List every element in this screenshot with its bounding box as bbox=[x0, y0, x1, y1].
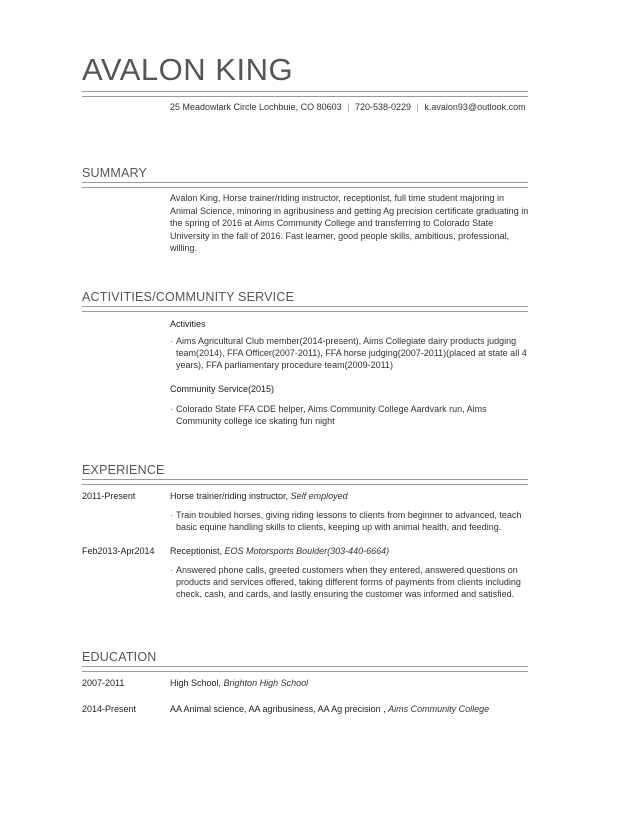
job-role: Horse trainer/riding instructor, bbox=[170, 491, 289, 501]
experience-divider bbox=[82, 479, 528, 485]
bullet-text: Colorado State FFA CDE helper, Aims Community College Aardvark run, Aims Community college ice skating fun night bbox=[176, 404, 487, 426]
bullet-text: Answered phone calls, greeted customers when they entered, answered questions on products and services offered, taking different forms of payments from clients including check, cash, and cards, and lastly ensuring the customer was informed and satisfied. bbox=[176, 565, 521, 599]
job-title bbox=[170, 491, 348, 501]
education-degree: High School, bbox=[170, 678, 222, 688]
job-employer: EOS Motorsports Boulder(303-440-6664) bbox=[224, 546, 390, 556]
job-dates: 2011-Present bbox=[82, 491, 136, 501]
education-dates: 2014-Present bbox=[82, 704, 137, 714]
contact-phone: 720-538-0229 bbox=[354, 102, 412, 112]
activities-bullet bbox=[170, 335, 530, 371]
bullet-icon: · bbox=[170, 336, 173, 346]
education-heading: EDUCATION bbox=[82, 650, 157, 664]
experience-heading: EXPERIENCE bbox=[82, 463, 165, 477]
summary-text: Avalon King, Horse trainer/riding instructor, receptionist, full time student majoring in Animal Science, minoring in agribusiness and getting Ag precision certificate graduating in the spring of 2016 at Aims Community College and transferring to Colorado State University in the fall of 2016. Fast learner, good people skills, ambitious, professional, willing. bbox=[170, 193, 529, 253]
job-role: Receptionist, bbox=[170, 546, 223, 556]
summary-heading: SUMMARY bbox=[82, 166, 148, 180]
bullet-text: Train troubled horses, giving riding lessons to clients from beginner to advanced, teach basic equine handling skills to clients, keeping up with animal health, and feeding. bbox=[176, 510, 522, 532]
education-school: Brighton High School bbox=[223, 678, 309, 688]
bullet-icon: · bbox=[170, 510, 173, 520]
activities-subheading: Activities bbox=[170, 319, 206, 329]
job-title bbox=[170, 546, 389, 556]
resume-name: AVALON KING bbox=[82, 52, 294, 87]
job-dates: Feb2013-Apr2014 bbox=[82, 546, 155, 556]
education-dates: 2007-2011 bbox=[82, 678, 125, 688]
header-divider bbox=[82, 91, 528, 97]
summary-divider bbox=[82, 182, 528, 188]
community-service-subheading: Community Service(2015) bbox=[170, 384, 275, 394]
education-school: Aims Community College bbox=[388, 704, 490, 714]
contact-email[interactable]: k.avalon93@outlook.com bbox=[424, 102, 526, 112]
education-divider bbox=[82, 666, 528, 672]
bullet-icon: · bbox=[170, 565, 173, 575]
bullet-icon: · bbox=[170, 404, 173, 414]
contact-separator: | bbox=[347, 102, 350, 112]
education-entry bbox=[170, 704, 489, 714]
activities-divider bbox=[82, 306, 528, 312]
job-bullet bbox=[170, 564, 530, 600]
activities-heading: ACTIVITIES/COMMUNITY SERVICE bbox=[82, 290, 295, 304]
contact-line bbox=[170, 102, 526, 112]
contact-separator: | bbox=[416, 102, 419, 112]
contact-address: 25 Meadowlark Circle Lochbuie, CO 80603 bbox=[170, 102, 342, 112]
job-employer: Self employed bbox=[290, 491, 348, 501]
community-service-bullet bbox=[170, 403, 530, 427]
education-degree: AA Animal science, AA agribusiness, AA Ag precision , bbox=[170, 704, 386, 714]
bullet-text: Aims Agricultural Club member(2014-present), Aims Collegiate dairy products judging team(2014), FFA Officer(2007-2011), FFA horse judging(2007-2011)(placed at state all 4 years), FFA parliamentary procedure team(2009-2011) bbox=[176, 336, 527, 370]
job-bullet bbox=[170, 509, 530, 533]
education-entry bbox=[170, 678, 308, 688]
